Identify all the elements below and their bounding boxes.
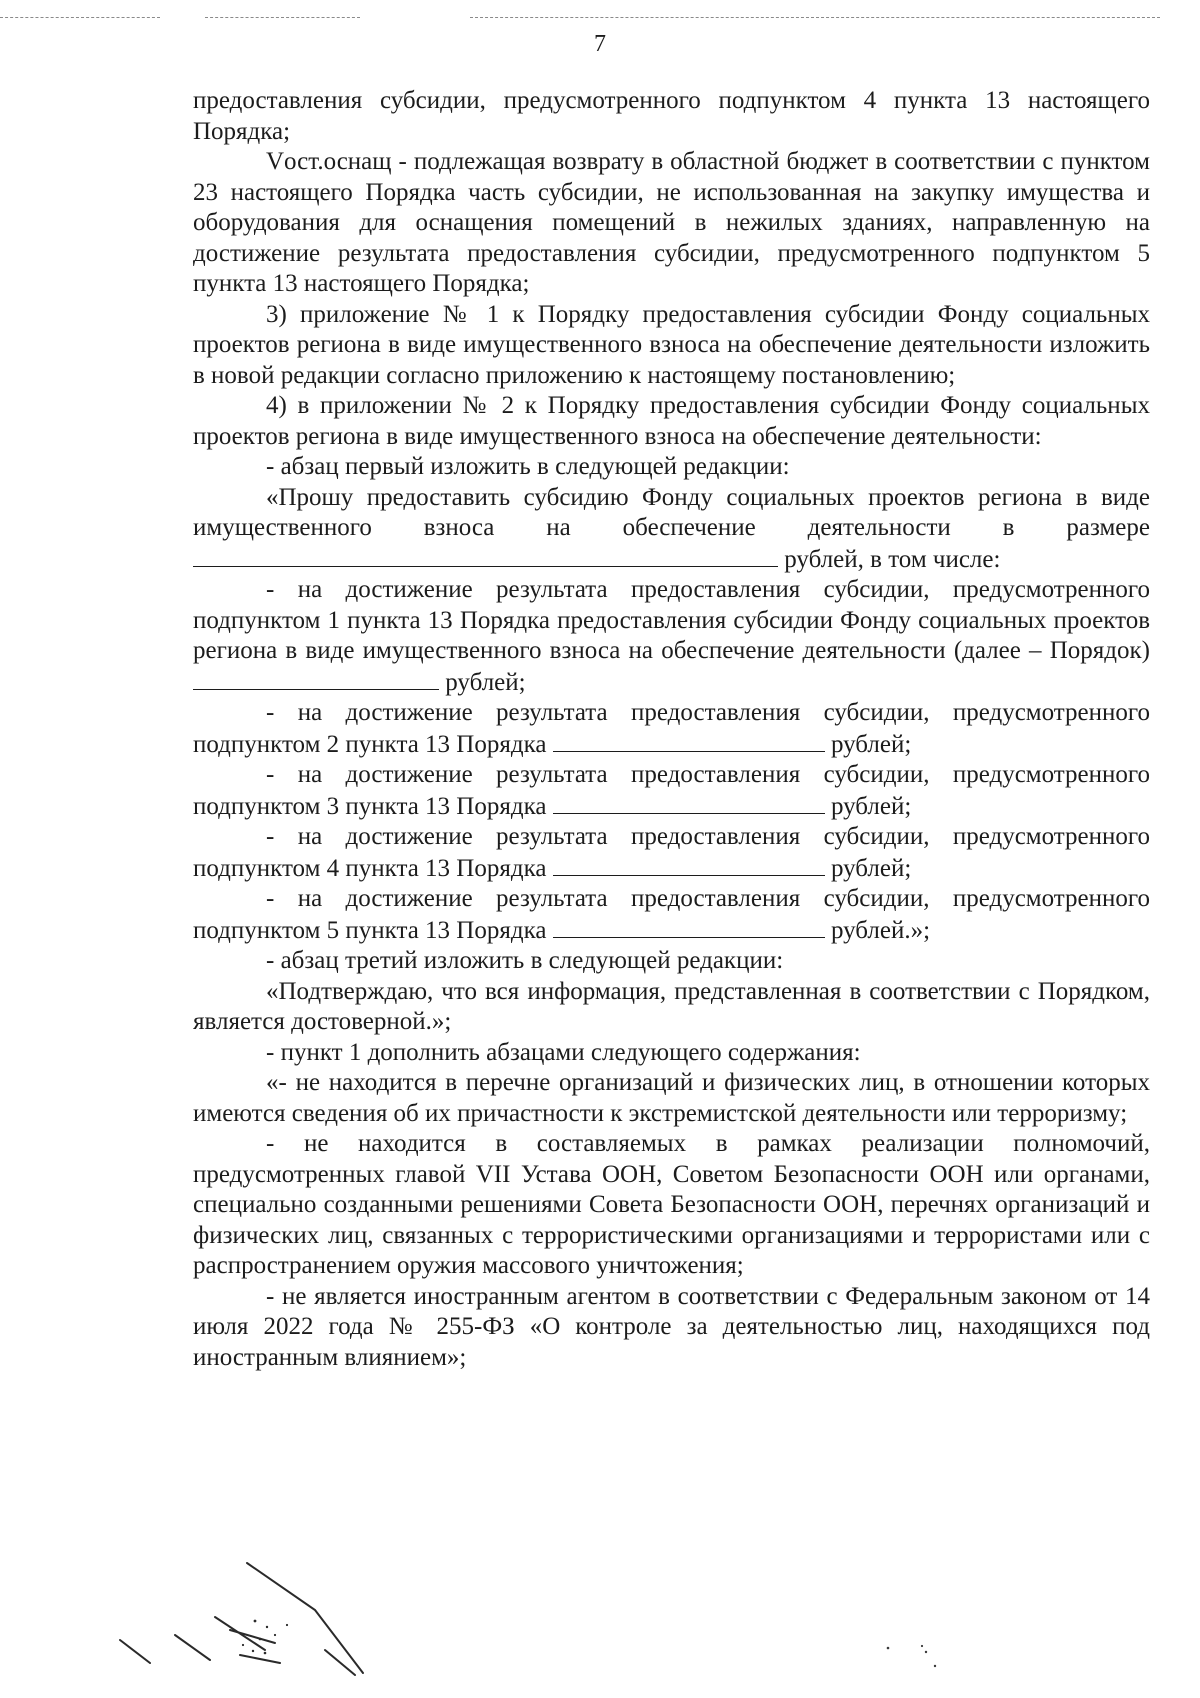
paragraph: - не находится в составляемых в рамках реализации полномочий, предусмотренных главой VII Устава ООН, Советом Безопасности ООН или органами, специально созданными решениями Совета Безопасности ООН, перечнях организаций и физических лиц, связанных с террористическими организациями и террористами или с распространением оружия массового уничтожения; — [193, 1130, 1150, 1279]
paragraph — [193, 884, 1150, 946]
amount-blank-field — [193, 544, 778, 567]
paragraph — [193, 575, 1150, 698]
amount-blank-field — [553, 853, 825, 876]
paragraph-text: рублей; — [445, 668, 526, 696]
paragraph: - абзац третий изложить в следующей редакции: — [266, 947, 784, 974]
paragraph: 4) в приложении № 2 к Порядку предоставления субсидии Фонду социальных проектов региона в виде имущественного взноса на обеспечение деятельности: — [193, 392, 1150, 450]
paragraph: 3) приложение № 1 к Порядку предоставления субсидии Фонду социальных проектов региона в виде имущественного взноса на обеспечение деятельности изложить в новой редакции согласно приложению к настоящему постановлению; — [193, 300, 1150, 389]
paragraph-text: - на достижение результата предоставления субсидии, предусмотренного подпунктом 2 пункта 13 Порядка — [193, 699, 1150, 758]
paragraph-text: - на достижение результата предоставления субсидии, предусмотренного подпунктом 3 пункта 13 Порядка — [193, 761, 1150, 820]
amount-blank-field — [553, 729, 825, 752]
scan-top-edge-line — [205, 17, 360, 18]
paragraph — [193, 698, 1150, 760]
scan-top-edge-line — [470, 17, 1160, 18]
document-body — [193, 86, 1150, 1373]
paragraph: «- не находится в перечне организаций и физических лиц, в отношении которых имеются сведения об их причастности к экстремистской деятельности или терроризму; — [193, 1069, 1150, 1127]
paragraph — [193, 760, 1150, 822]
paragraph-text: рублей; — [830, 792, 912, 820]
scan-specks — [880, 1640, 960, 1680]
paragraph — [193, 483, 1150, 576]
signature-mark — [115, 1555, 415, 1685]
scan-top-edge-line — [0, 17, 160, 18]
page-number: 7 — [594, 31, 606, 57]
paragraph: - пункт 1 дополнить абзацами следующего содержания: — [266, 1038, 861, 1066]
paragraph: - не является иностранным агентом в соответствии с Федеральным законом от 14 июля 2022 года № 255-ФЗ «О контроле за деятельностью лиц, находящихся под иностранным влиянием»; — [193, 1282, 1150, 1371]
paragraph-text: - на достижение результата предоставления субсидии, предусмотренного подпунктом 1 пункта 13 Порядка предоставления субсидии Фонду социальных проектов региона в виде имущественного взноса на обеспечение деятельности (далее – Порядок) — [193, 576, 1150, 664]
paragraph: «Подтверждаю, что вся информация, представленная в соответствии с Порядком, является достоверной.»; — [193, 977, 1150, 1035]
paragraph-text: рублей, в том числе: — [784, 545, 1001, 573]
paragraph-text: «Прошу предоставить субсидию Фонду социальных проектов региона в виде имущественного взноса на обеспечение деятельности в размере — [193, 483, 1150, 541]
paragraph-text: рублей; — [830, 730, 912, 758]
paragraph-text: рублей; — [830, 854, 912, 882]
paragraph-text: рублей.»; — [830, 916, 931, 944]
amount-blank-field — [553, 915, 825, 938]
paragraph: предоставления субсидии, предусмотренного подпунктом 4 пункта 13 настоящего Порядка; — [193, 87, 1150, 145]
paragraph — [193, 822, 1150, 884]
paragraph: Vост.оснащ - подлежащая возврату в областной бюджет в соответствии с пунктом 23 настоящего Порядка часть субсидии, не использованная на закупку имущества и оборудования для оснащения помещений в нежилых зданиях, направленную на достижение результата предоставления субсидии, предусмотренного подпунктом 5 пункта 13 настоящего Порядка; — [193, 148, 1150, 297]
paragraph-text: - на достижение результата предоставления субсидии, предусмотренного подпунктом 4 пункта 13 Порядка — [193, 823, 1150, 882]
amount-blank-field — [193, 667, 439, 690]
amount-blank-field — [553, 791, 825, 814]
paragraph: - абзац первый изложить в следующей редакции: — [266, 453, 790, 480]
paragraph-text: - на достижение результата предоставления субсидии, предусмотренного подпунктом 5 пункта 13 Порядка — [193, 885, 1150, 944]
